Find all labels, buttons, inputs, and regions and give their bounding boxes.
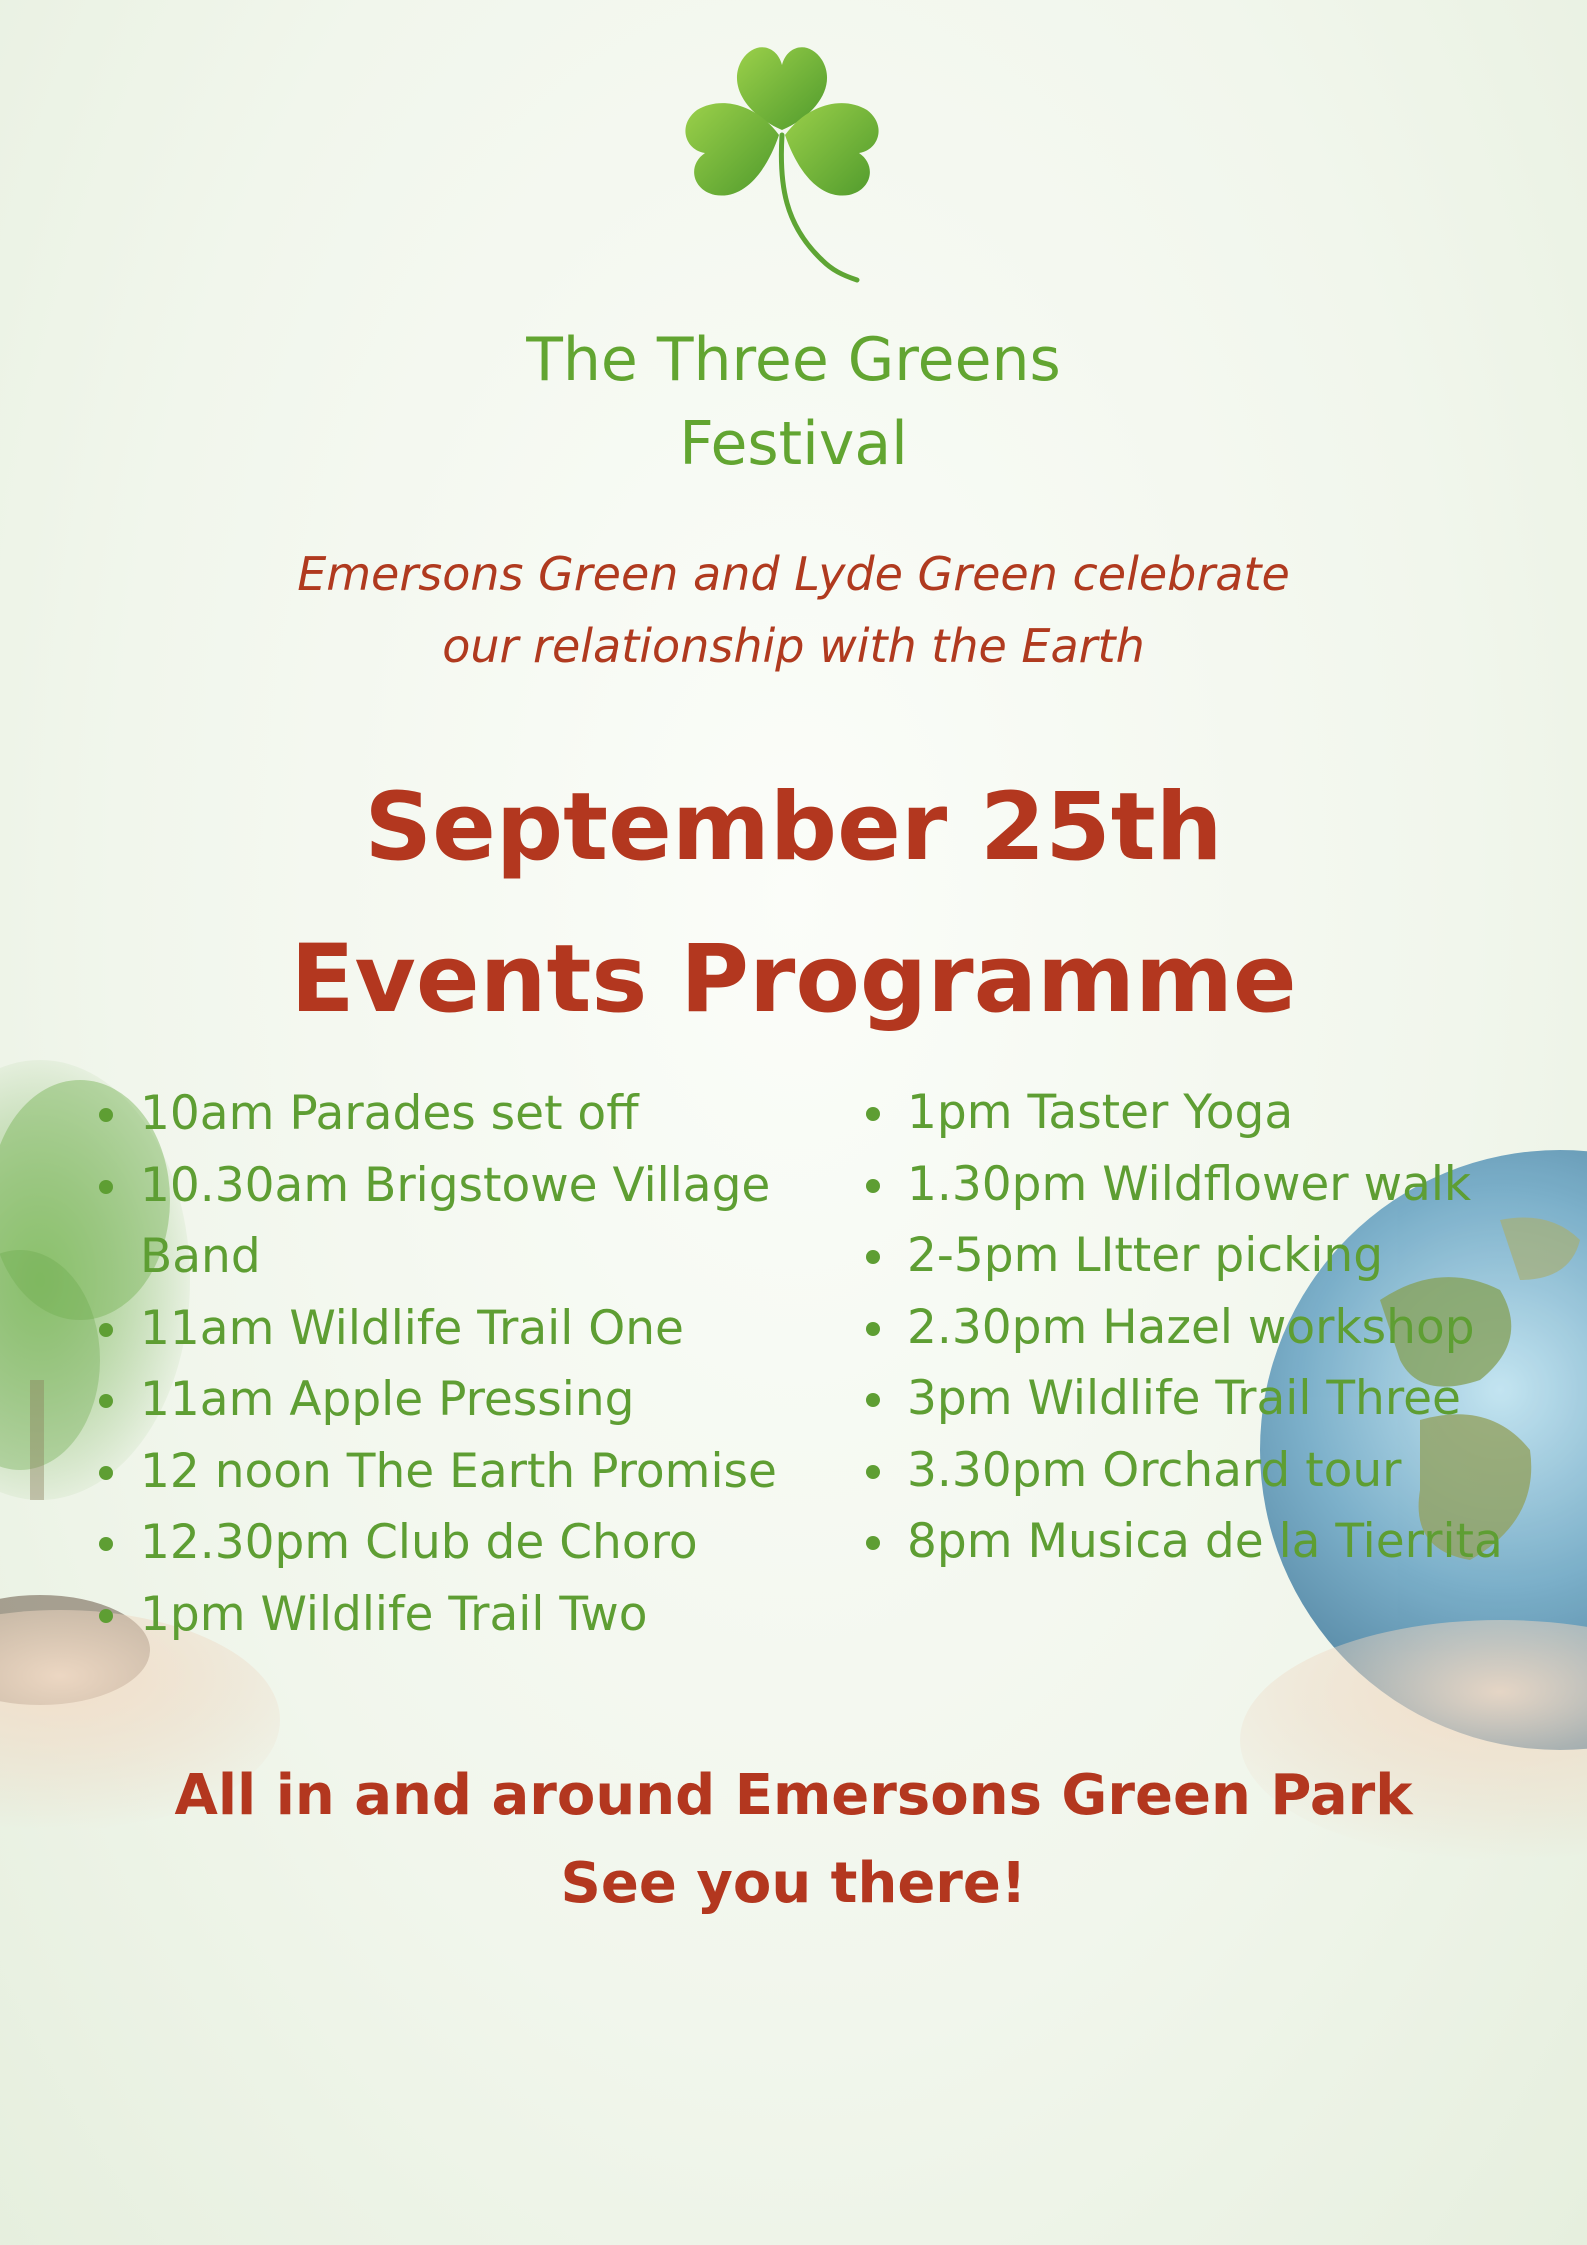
list-item: 12 noon The Earth Promise xyxy=(93,1436,853,1508)
list-item: 1.30pm Wildflower walk xyxy=(860,1149,1580,1221)
tagline-line2: our relationship with the Earth xyxy=(442,619,1145,673)
shamrock-icon xyxy=(667,25,897,315)
headline xyxy=(0,752,1587,1056)
list-item: 1pm Wildlife Trail Two xyxy=(93,1579,853,1651)
list-item: 11am Wildlife Trail One xyxy=(93,1293,853,1365)
list-item: 3.30pm Orchard tour xyxy=(860,1435,1580,1507)
list-item: 12.30pm Club de Choro xyxy=(93,1507,853,1579)
list-item: 2.30pm Hazel workshop xyxy=(860,1292,1580,1364)
list-item: 2-5pm LItter picking xyxy=(860,1220,1580,1292)
tagline xyxy=(0,538,1587,682)
footer-location: All in and around Emersons Green Park xyxy=(174,1763,1413,1828)
list-item: 11am Apple Pressing xyxy=(93,1364,853,1436)
list-item: 3pm Wildlife Trail Three xyxy=(860,1363,1580,1435)
list-item: 8pm Musica de la Tierrita xyxy=(860,1506,1580,1578)
festival-title xyxy=(0,318,1587,486)
headline-programme: Events Programme xyxy=(290,925,1297,1034)
headline-date: September 25th xyxy=(364,773,1223,882)
festival-title-line2: Festival xyxy=(679,409,908,479)
tagline-line1: Emersons Green and Lyde Green celebrate xyxy=(297,547,1290,601)
events-list-left xyxy=(93,1078,853,1650)
list-item-wrap-text: Band xyxy=(140,1229,261,1284)
list-item xyxy=(93,1150,853,1293)
footer-closing: See you there! xyxy=(560,1851,1027,1916)
list-item: 10am Parades set off xyxy=(93,1078,853,1150)
festival-title-line1: The Three Greens xyxy=(526,325,1061,395)
list-item-text: 10.30am Brigstowe Village xyxy=(140,1157,771,1213)
footer xyxy=(0,1752,1587,1928)
events-list-right xyxy=(860,1077,1580,1578)
list-item: 1pm Taster Yoga xyxy=(860,1077,1580,1149)
